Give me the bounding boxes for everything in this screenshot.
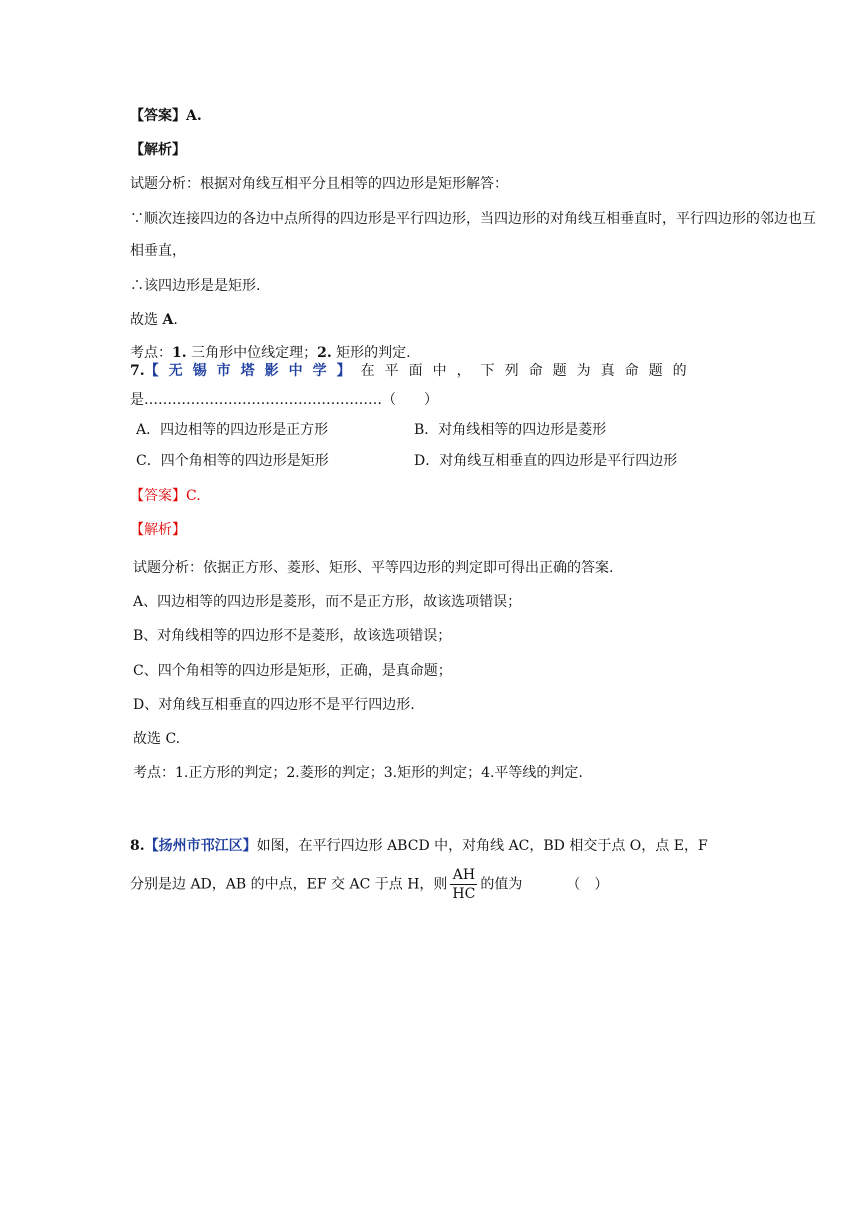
q6-analysis-line-4: ∴该四边形是是矩形. <box>130 278 261 294</box>
q6-answer <box>130 107 202 125</box>
kaodian-num-1: 1. <box>172 345 187 361</box>
q7-answer: 【答案】C. <box>130 488 201 504</box>
q7-stem-line-2: 是……………………………………………（ ） <box>130 392 438 408</box>
q8-source: 【扬州市邗江区】 <box>144 838 257 854</box>
q7-analysis-line-2: A、四边相等的四边形是菱形，而不是正方形，故该选项错误； <box>133 594 522 610</box>
q7-option-b: B．对角线相等的四边形是菱形 <box>414 422 607 438</box>
q7-kaodian: 考点：1.正方形的判定；2.菱形的判定；3.矩形的判定；4.平等线的判定. <box>133 765 583 781</box>
q7-analysis-line-3: B、对角线相等的四边形不是菱形，故该选项错误； <box>133 628 452 644</box>
kaodian-item-1: 三角形中位线定理； <box>186 345 318 361</box>
q7-number: 7. <box>130 363 145 379</box>
q6-analysis-line-1: 试题分析：根据对角线互相平分且相等的四边形是矩形解答： <box>130 176 508 192</box>
q8-stem-line-1 <box>130 837 708 855</box>
q6-analysis-tag: 【解析】 <box>130 142 186 158</box>
choice-suffix: . <box>173 312 178 328</box>
fraction-denominator: HC <box>452 886 476 902</box>
choice-letter: A <box>162 312 174 328</box>
answer-value: A. <box>186 108 202 124</box>
q7-analysis-line-1: 试题分析：依据正方形、菱形、矩形、平等四边形的判定即可得出正确的答案. <box>133 560 614 576</box>
answer-tag: 【答案】 <box>130 108 186 124</box>
q7-analysis-tag: 【解析】 <box>130 522 186 538</box>
fraction-ah-hc <box>450 866 477 903</box>
kaodian-item-2: 矩形的判定. <box>331 345 411 361</box>
q6-analysis-line-2: ∵顺次连接四边的各边中点所得的四边形是平行四边形，当四边形的对角线互相垂直时，平行四边形的邻边也互 <box>130 211 816 227</box>
q7-option-c: C．四个角相等的四边形是矩形 <box>136 453 329 469</box>
kaodian-label: 考点： <box>130 345 172 361</box>
q6-analysis-line-3: 相垂直， <box>130 243 186 259</box>
q7-stem-line-1 <box>130 362 697 380</box>
q7-option-d: D．对角线互相垂直的四边形是平行四边形 <box>414 453 678 469</box>
q8-stem-line-2 <box>130 866 608 903</box>
q7-source: 【无锡市塔影中学】 <box>144 363 361 379</box>
q7-stem-text: 在平面中，下列命题为真命题的 <box>360 363 697 379</box>
q6-choice <box>130 311 178 329</box>
q8-stem-text-3: 的值为 <box>480 876 523 893</box>
choice-prefix: 故选 <box>130 312 163 328</box>
q8-stem-text: 如图，在平行四边形 ABCD 中，对角线 AC，BD 相交于点 O，点 E，F <box>256 838 708 854</box>
q8-stem-text-2: 分别是边 AD，AB 的中点，EF 交 AC 于点 H，则 <box>130 876 448 893</box>
q7-analysis-line-4: C、四个角相等的四边形是矩形，正确，是真命题； <box>133 663 452 679</box>
q6-kaodian <box>130 344 411 362</box>
q7-analysis-line-6: 故选 C. <box>133 731 181 747</box>
fraction-numerator: AH <box>450 866 477 885</box>
kaodian-num-2: 2. <box>317 345 332 361</box>
q8-answer-paren: （ ） <box>566 876 609 893</box>
q7-option-a: A．四边相等的四边形是正方形 <box>136 422 329 438</box>
q7-analysis-line-5: D、对角线互相垂直的四边形不是平行四边形. <box>133 697 415 713</box>
q8-number: 8. <box>130 838 145 854</box>
